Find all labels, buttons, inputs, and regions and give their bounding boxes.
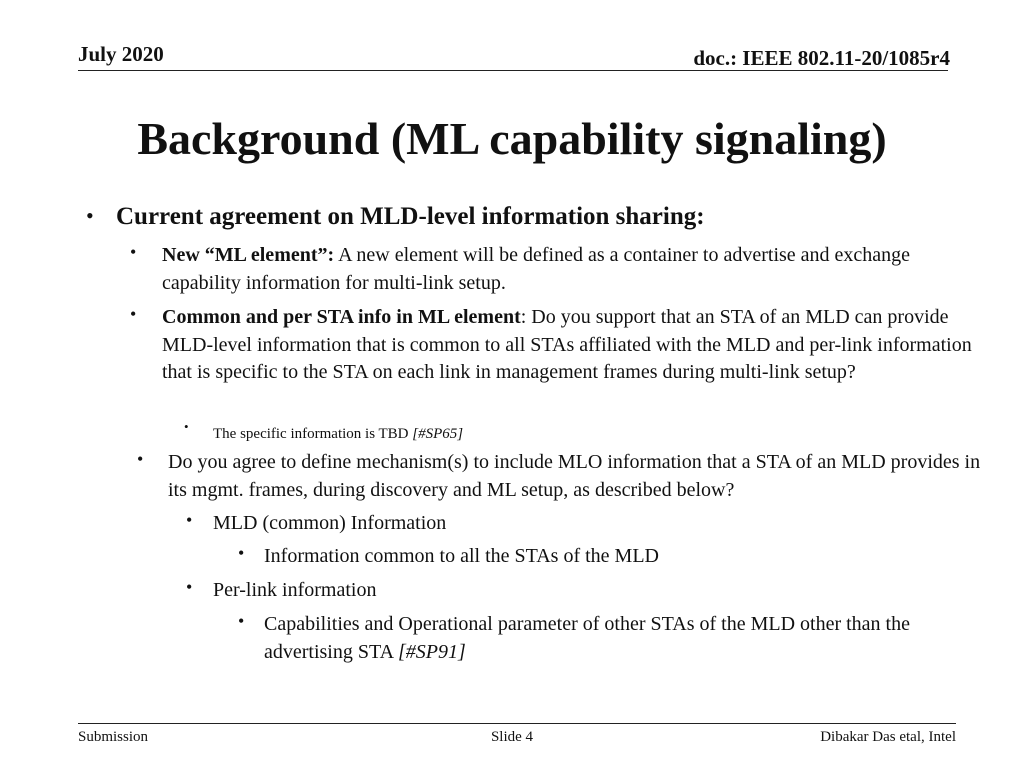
footer-divider <box>78 723 956 724</box>
bullet-tbd <box>213 420 463 448</box>
header-doc-id: doc.: IEEE 802.11-20/1085r4 <box>693 46 950 70</box>
sp-tag: [#SP91] <box>397 640 466 663</box>
footer-slide-number: Slide 4 <box>490 729 534 745</box>
bullet-capabilities <box>264 611 994 666</box>
bullet-icon: • <box>238 611 245 631</box>
bullet-lead: Common and per STA info in ML element <box>162 306 521 328</box>
slide-title: Background (ML capability signaling) <box>137 113 887 164</box>
bullet-icon: • <box>186 577 193 597</box>
header-date: July 2020 <box>78 42 164 66</box>
bullet-lead: New “ML element”: <box>162 244 335 266</box>
bullet-icon: • <box>238 543 245 563</box>
bullet-mld-common: MLD (common) Information <box>213 512 447 534</box>
footer-author: Dibakar Das etal, Intel <box>820 729 956 745</box>
footer-submission: Submission <box>78 729 149 745</box>
bullet-main: Current agreement on MLD-level information sharing: <box>116 203 705 230</box>
header-divider <box>78 70 948 71</box>
bullet-icon: • <box>137 449 144 469</box>
bullet-text: The specific information is TBD <box>213 426 413 442</box>
bullet-icon: • <box>86 203 94 228</box>
bullet-text: Capabilities and Operational parameter of other STAs of the MLD other than the advertising STA <box>264 613 910 663</box>
bullet-text: : Do you support that an STA of an MLD can provide MLD-level information that is common to all STAs affiliated with the MLD and per-link information that is specific to the STA on each link in management frames during multi-link setup? <box>162 306 972 383</box>
bullet-mlo-question: Do you agree to define mechanism(s) to include MLO information that a STA of an MLD provides in its mgmt. frames, during discovery and ML setup, as described below? <box>168 451 981 501</box>
sp-tag: [#SP65] <box>412 426 464 442</box>
bullet-ml-element <box>162 242 962 297</box>
bullet-icon: • <box>130 304 137 324</box>
bullet-icon: • <box>186 510 193 530</box>
bullet-per-link: Per-link information <box>213 579 377 601</box>
bullet-common-info: Information common to all the STAs of the MLD <box>264 545 659 567</box>
bullet-icon: • <box>130 242 137 262</box>
bullet-icon: • <box>184 419 189 434</box>
bullet-common-per-sta <box>162 304 982 387</box>
bullet-text: A new element will be defined as a container to advertise and exchange capability information for multi-link setup. <box>162 244 911 294</box>
